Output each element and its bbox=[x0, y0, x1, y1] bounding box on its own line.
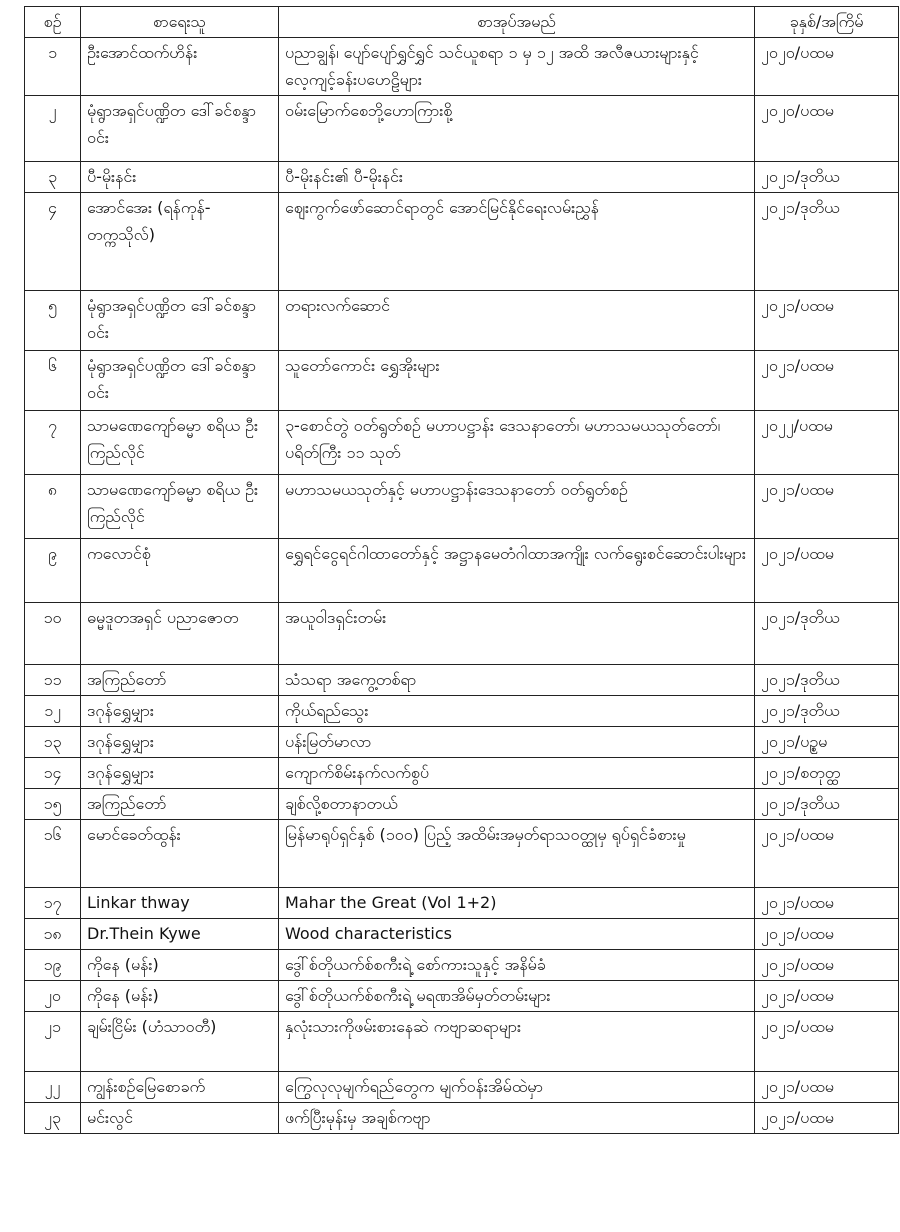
title-cell: ပညာချွန်၊ ပျော်ပျော်ရွှင်ရွှင် သင်ယူစရာ ၁ မှ ၁၂ အထိ အလီဇယားများနှင့် လေ့ကျင့်ခန်းပဟေဠိများ bbox=[279, 38, 755, 96]
row-number: ၉ bbox=[25, 539, 81, 603]
author-cell: မုံရွာအရှင်ပဏ္ဍိတ ဒေါ်ခင်စန္ဒာဝင်း bbox=[81, 351, 279, 411]
row-number: ၁၈ bbox=[25, 919, 81, 950]
row-number: ၁၁ bbox=[25, 665, 81, 696]
author-cell: ဒဂုန်ရွှေမျှား bbox=[81, 727, 279, 758]
author-cell: ကျွန်းစဉ်မြေစောခက် bbox=[81, 1072, 279, 1103]
row-number: ၂၀ bbox=[25, 981, 81, 1012]
table-row bbox=[25, 291, 899, 351]
edition-cell: ၂၀၂၁/ပထမ bbox=[755, 1103, 899, 1134]
author-cell: ဒဂုန်ရွှေမျှား bbox=[81, 758, 279, 789]
table-row bbox=[25, 727, 899, 758]
table-row bbox=[25, 411, 899, 475]
row-number: ၁၆ bbox=[25, 820, 81, 888]
edition-cell: ၂၀၂၁/ပထမ bbox=[755, 950, 899, 981]
row-number: ၅ bbox=[25, 291, 81, 351]
table-row bbox=[25, 96, 899, 162]
table-row bbox=[25, 539, 899, 603]
title-cell: ရွှေရင်ငွေရင်ဂါထာတော်နှင့် အဋ္ဌာနမေတံဂါထာအကျိုး လက်ရွေးစင်ဆောင်းပါးများ bbox=[279, 539, 755, 603]
title-cell: ဝမ်းမြောက်စေဘို့ဟောကြားစို့ bbox=[279, 96, 755, 162]
title-cell: ပီ-မိုးနင်း၏ ပီ-မိုးနင်း bbox=[279, 162, 755, 193]
title-cell: ၃-စောင်တွဲ ဝတ်ရွတ်စဉ် မဟာပဋ္ဌာန်း ဒေသနာတော်၊ မဟာသမယသုတ်တော်၊ ပရိတ်ကြီး ၁၁ သုတ် bbox=[279, 411, 755, 475]
table-row bbox=[25, 919, 899, 950]
author-cell: ဓမ္မဒူတအရှင် ပညာဇောတ bbox=[81, 603, 279, 665]
title-cell: အယူဝါဒရှင်းတမ်း bbox=[279, 603, 755, 665]
title-cell: Wood characteristics bbox=[279, 919, 755, 950]
edition-cell: ၂၀၂၁/ပထမ bbox=[755, 888, 899, 919]
table-row bbox=[25, 696, 899, 727]
table-row bbox=[25, 758, 899, 789]
title-cell: သူတော်ကောင်း ရွှေအိုးများ bbox=[279, 351, 755, 411]
row-number: ၇ bbox=[25, 411, 81, 475]
table-row bbox=[25, 38, 899, 96]
book-list bbox=[24, 6, 898, 1134]
title-cell: တရားလက်ဆောင် bbox=[279, 291, 755, 351]
table-row bbox=[25, 950, 899, 981]
edition-cell: ၂၀၂၁/ပဥ္စမ bbox=[755, 727, 899, 758]
edition-cell: ၂၀၂၀/ပထမ bbox=[755, 38, 899, 96]
table-row bbox=[25, 162, 899, 193]
author-cell: အကြည်တော် bbox=[81, 789, 279, 820]
row-number: ၆ bbox=[25, 351, 81, 411]
title-cell: ပန်းမြတ်မာလာ bbox=[279, 727, 755, 758]
title-cell: ကိုယ်ရည်သွေး bbox=[279, 696, 755, 727]
edition-cell: ၂၀၂၂/ပထမ bbox=[755, 411, 899, 475]
table-row bbox=[25, 1072, 899, 1103]
row-number: ၁၉ bbox=[25, 950, 81, 981]
title-cell: ချစ်လို့စတာနာတယ် bbox=[279, 789, 755, 820]
author-cell: Dr.Thein Kywe bbox=[81, 919, 279, 950]
table-row bbox=[25, 351, 899, 411]
title-cell: သံသရာ အကွေ့တစ်ရာ bbox=[279, 665, 755, 696]
header-title: စာအုပ်အမည် bbox=[279, 7, 755, 38]
row-number: ၁၇ bbox=[25, 888, 81, 919]
edition-cell: ၂၀၂၁/ပထမ bbox=[755, 1072, 899, 1103]
row-number: ၁၃ bbox=[25, 727, 81, 758]
edition-cell: ၂၀၂၁/ပထမ bbox=[755, 475, 899, 539]
edition-cell: ၂၀၂၁/စတုတ္ထ bbox=[755, 758, 899, 789]
table-body bbox=[25, 38, 899, 1134]
row-number: ၂၂ bbox=[25, 1072, 81, 1103]
author-cell: ချမ်းငြိမ်း (ဟံသာဝတီ) bbox=[81, 1012, 279, 1072]
edition-cell: ၂၀၂၀/ပထမ bbox=[755, 96, 899, 162]
table-row bbox=[25, 1012, 899, 1072]
title-cell: Mahar the Great (Vol 1+2) bbox=[279, 888, 755, 919]
author-cell: သာမဏေကျော်ဓမ္မာ စရိယ ဦးကြည်လိုင် bbox=[81, 411, 279, 475]
table-row bbox=[25, 475, 899, 539]
table-row bbox=[25, 603, 899, 665]
author-cell: ကိုနေ (မန်း) bbox=[81, 981, 279, 1012]
edition-cell: ၂၀၂၁/ပထမ bbox=[755, 291, 899, 351]
author-cell: ဦးအောင်ထက်ဟိန်း bbox=[81, 38, 279, 96]
title-cell: မဟာသမယသုတ်နှင့် မဟာပဋ္ဌာန်းဒေသနာတော် ဝတ်ရွတ်စဉ် bbox=[279, 475, 755, 539]
edition-cell: ၂၀၂၁/ပထမ bbox=[755, 351, 899, 411]
header-author: စာရေးသူ bbox=[81, 7, 279, 38]
table-header-row bbox=[25, 7, 899, 38]
author-cell: ပီ-မိုးနင်း bbox=[81, 162, 279, 193]
title-cell: ဒွေါ်စ်တိုယက်စ်စကီးရဲ့ စော်ကားသူနှင့် အနိမ်ခံ bbox=[279, 950, 755, 981]
title-cell: မြန်မာရုပ်ရှင်နှစ် (၁၀၀) ပြည့် အထိမ်းအမှတ်ရာသဝတ္ထုမှ ရုပ်ရှင်ခံစားမှု bbox=[279, 820, 755, 888]
edition-cell: ၂၀၂၁/ဒုတိယ bbox=[755, 696, 899, 727]
row-number: ၁၅ bbox=[25, 789, 81, 820]
row-number: ၈ bbox=[25, 475, 81, 539]
edition-cell: ၂၀၂၁/ဒုတိယ bbox=[755, 162, 899, 193]
author-cell: မောင်ခေတ်ထွန်း bbox=[81, 820, 279, 888]
title-cell: ဈေးကွက်ဖော်ဆောင်ရာတွင် အောင်မြင်နိုင်ရေးလမ်းညွှန် bbox=[279, 193, 755, 291]
table-row bbox=[25, 665, 899, 696]
row-number: ၃ bbox=[25, 162, 81, 193]
table-row bbox=[25, 193, 899, 291]
author-cell: အကြည်တော် bbox=[81, 665, 279, 696]
row-number: ၂၁ bbox=[25, 1012, 81, 1072]
title-cell: ဖက်ပြီးမုန်းမှ အချစ်ကဗျာ bbox=[279, 1103, 755, 1134]
title-cell: ကြွေလုလုမျက်ရည်တွေက မျက်ဝန်းအိမ်ထဲမှာ bbox=[279, 1072, 755, 1103]
book-table bbox=[24, 6, 899, 1134]
edition-cell: ၂၀၂၁/ဒုတိယ bbox=[755, 603, 899, 665]
row-number: ၂ bbox=[25, 96, 81, 162]
edition-cell: ၂၀၂၁/ပထမ bbox=[755, 1012, 899, 1072]
author-cell: ကလောင်စုံ bbox=[81, 539, 279, 603]
author-cell: အောင်အေး (ရန်ကုန်-တက္ကသိုလ်) bbox=[81, 193, 279, 291]
author-cell: ကိုနေ (မန်း) bbox=[81, 950, 279, 981]
title-cell: ကျောက်စိမ်းနက်လက်စွပ် bbox=[279, 758, 755, 789]
row-number: ၂၃ bbox=[25, 1103, 81, 1134]
edition-cell: ၂၀၂၁/ပထမ bbox=[755, 539, 899, 603]
edition-cell: ၂၀၂၁/ပထမ bbox=[755, 919, 899, 950]
row-number: ၁ bbox=[25, 38, 81, 96]
edition-cell: ၂၀၂၁/ဒုတိယ bbox=[755, 665, 899, 696]
author-cell: သာမဏေကျော်ဓမ္မာ စရိယ ဦးကြည်လိုင် bbox=[81, 475, 279, 539]
table-row bbox=[25, 888, 899, 919]
author-cell: Linkar thway bbox=[81, 888, 279, 919]
row-number: ၁၂ bbox=[25, 696, 81, 727]
table-row bbox=[25, 1103, 899, 1134]
edition-cell: ၂၀၂၁/ပထမ bbox=[755, 981, 899, 1012]
header-no: စဉ် bbox=[25, 7, 81, 38]
row-number: ၁၄ bbox=[25, 758, 81, 789]
author-cell: မုံရွာအရှင်ပဏ္ဍိတ ဒေါ်ခင်စန္ဒာဝင်း bbox=[81, 291, 279, 351]
author-cell: ဒဂုန်ရွှေမျှား bbox=[81, 696, 279, 727]
header-edition: ခုနှစ်/အကြိမ် bbox=[755, 7, 899, 38]
table-row bbox=[25, 981, 899, 1012]
author-cell: မင်းလွင် bbox=[81, 1103, 279, 1134]
row-number: ၄ bbox=[25, 193, 81, 291]
table-row bbox=[25, 789, 899, 820]
author-cell: မုံရွာအရှင်ပဏ္ဍိတ ဒေါ်ခင်စန္ဒာဝင်း bbox=[81, 96, 279, 162]
edition-cell: ၂၀၂၁/ဒုတိယ bbox=[755, 193, 899, 291]
title-cell: ဒွေါ်စ်တိုယက်စ်စကီးရဲ့ မရဏအိမ်မှတ်တမ်းများ bbox=[279, 981, 755, 1012]
row-number: ၁၀ bbox=[25, 603, 81, 665]
table-row bbox=[25, 820, 899, 888]
title-cell: နှလုံးသားကိုဖမ်းစားနေဆဲ ကဗျာဆရာများ bbox=[279, 1012, 755, 1072]
edition-cell: ၂၀၂၁/ပထမ bbox=[755, 820, 899, 888]
edition-cell: ၂၀၂၁/ဒုတိယ bbox=[755, 789, 899, 820]
